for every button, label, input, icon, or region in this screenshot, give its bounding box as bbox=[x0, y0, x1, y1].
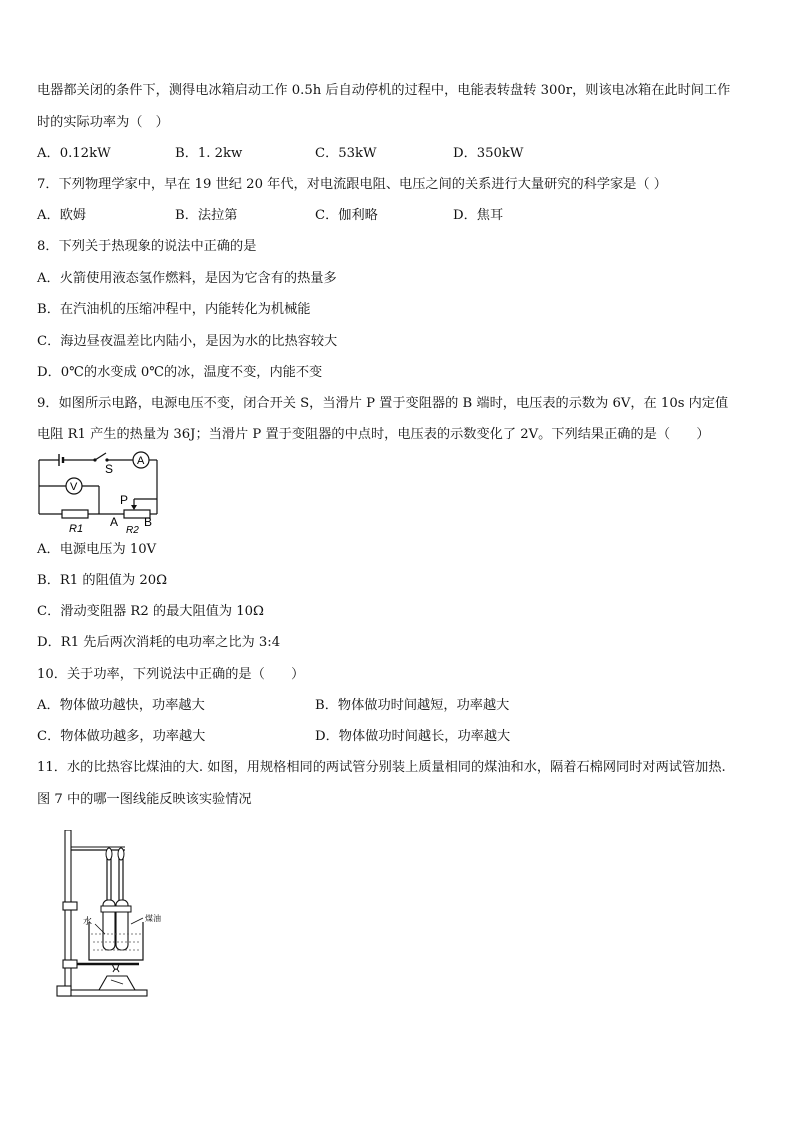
q9-circuit-diagram bbox=[34, 446, 164, 536]
q8-option-a[interactable]: A．火箭使用液态氢作燃料，是因为它含有的热量多 bbox=[37, 271, 337, 286]
r1-label: R1 bbox=[69, 523, 84, 535]
q9-option-d[interactable]: D．R1 先后两次消耗的电功率之比为 3:4 bbox=[37, 635, 281, 650]
q11-stem-line2: 图 7 中的哪一图线能反映该实验情况 bbox=[37, 792, 252, 807]
q7-option-b[interactable]: B．法拉第 bbox=[175, 208, 238, 223]
slider-p-icon bbox=[131, 499, 157, 510]
water-label: 水 bbox=[83, 916, 93, 926]
q11-stem-line1: 11．水的比热容比煤油的大. 如图，用规格相同的两试管分别装上质量相同的煤油和水，隔着石棉网同时对两试管加热. bbox=[37, 760, 726, 775]
test-tubes-icon bbox=[101, 900, 131, 950]
alcohol-lamp-icon bbox=[99, 964, 135, 990]
q9-stem-line1: 9．如图所示电路，电源电压不变，闭合开关 S，当滑片 P 置于变阻器的 B 端时，电压表的示数为 6V，在 10s 内定值 bbox=[37, 396, 729, 411]
q8-option-d[interactable]: D．0℃的水变成 0℃的冰，温度不变，内能不变 bbox=[37, 365, 323, 380]
q7-option-d[interactable]: D．焦耳 bbox=[453, 208, 504, 223]
q11-heating-apparatus-diagram bbox=[55, 830, 175, 1002]
ammeter-icon bbox=[133, 452, 149, 468]
q7-stem: 7．下列物理学家中，早在 19 世纪 20 年代，对电流跟电阻、电压之间的关系进行大量研究的科学家是（ ） bbox=[37, 177, 667, 192]
kerosene-label: 煤油 bbox=[145, 914, 161, 923]
q8-option-b[interactable]: B．在汽油机的压缩冲程中，内能转化为机械能 bbox=[37, 302, 311, 317]
battery-icon bbox=[59, 454, 63, 466]
end-b-label: B bbox=[144, 515, 153, 529]
q6-stem-line2: 时的实际功率为（ ） bbox=[37, 115, 169, 130]
q8-option-c[interactable]: C．海边昼夜温差比内陆小，是因为水的比热容较大 bbox=[37, 334, 338, 349]
q8-stem: 8．下列关于热现象的说法中正确的是 bbox=[37, 239, 257, 254]
q10-option-d[interactable]: D．物体做功时间越长，功率越大 bbox=[315, 729, 511, 744]
q10-option-b[interactable]: B．物体做功时间越短，功率越大 bbox=[315, 698, 510, 713]
q6-option-a[interactable]: A．0.12kW bbox=[37, 146, 111, 161]
q9-stem-line2: 电阻 R1 产生的热量为 36J；当滑片 P 置于变阻器的中点时，电压表的示数变化了 2V。下列结果正确的是（ ） bbox=[37, 427, 710, 442]
q9-option-c[interactable]: C．滑动变阻器 R2 的最大阻值为 10Ω bbox=[37, 604, 264, 619]
end-a-label: A bbox=[110, 515, 119, 529]
switch-label: S bbox=[105, 462, 114, 476]
q6-option-d[interactable]: D．350kW bbox=[453, 146, 524, 161]
voltmeter-label: V bbox=[70, 481, 78, 493]
q10-option-c[interactable]: C．物体做功越多，功率越大 bbox=[37, 729, 206, 744]
q6-option-c[interactable]: C．53kW bbox=[315, 146, 377, 161]
ammeter-label: A bbox=[137, 455, 145, 467]
q9-option-b[interactable]: B．R1 的阻值为 20Ω bbox=[37, 573, 168, 588]
q9-option-a[interactable]: A．电源电压为 10V bbox=[37, 542, 157, 557]
slider-label: P bbox=[120, 493, 129, 507]
resistor-r1-icon bbox=[62, 510, 88, 518]
q7-option-c[interactable]: C．伽利略 bbox=[315, 208, 378, 223]
q10-option-a[interactable]: A．物体做功越快，功率越大 bbox=[37, 698, 205, 713]
voltmeter-icon bbox=[66, 478, 82, 494]
q6-stem-line1: 电器都关闭的条件下，测得电冰箱启动工作 0.5h 后自动停机的过程中，电能表转盘转 300r，则该电冰箱在此时间工作 bbox=[37, 83, 731, 98]
q7-option-a[interactable]: A．欧姆 bbox=[37, 208, 87, 223]
r2-label: R2 bbox=[126, 525, 139, 536]
switch-icon bbox=[93, 453, 108, 462]
iron-stand-icon bbox=[57, 830, 147, 996]
q10-stem: 10．关于功率，下列说法中正确的是（ ） bbox=[37, 667, 305, 682]
q6-option-b[interactable]: B．1. 2kw bbox=[175, 146, 243, 161]
